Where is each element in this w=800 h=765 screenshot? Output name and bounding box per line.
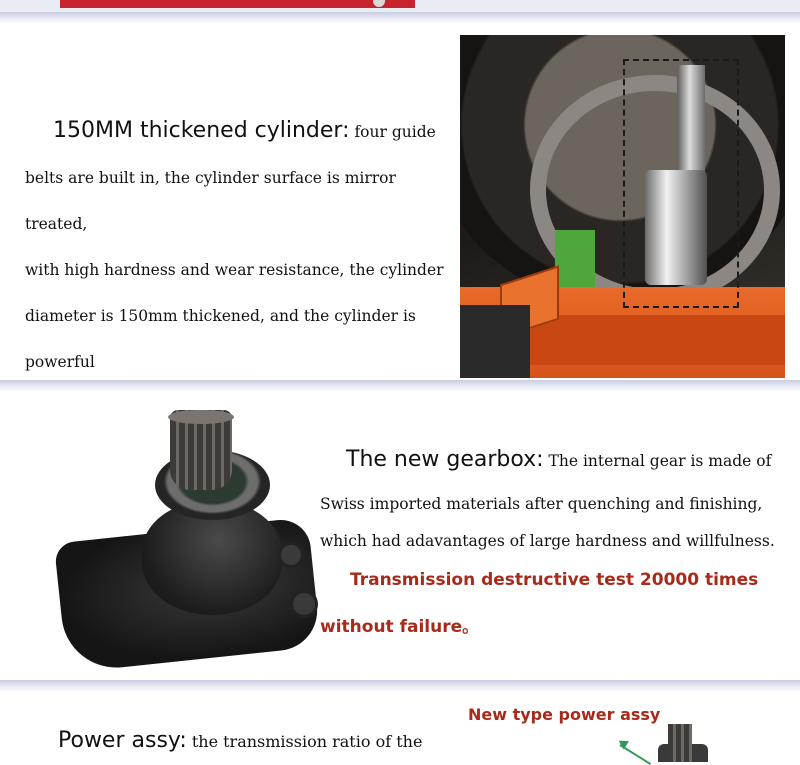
- power-assy-heading: Power assy:: [58, 728, 187, 753]
- gearbox-bolt: [278, 542, 304, 568]
- gearbox-heading: The new gearbox:: [346, 447, 544, 472]
- cylinder-line-2: with high hardness and wear resistance, the cylinder: [25, 261, 444, 279]
- gearbox-text: [320, 437, 790, 652]
- machine-panel: [510, 315, 785, 365]
- machine-controls: [460, 305, 530, 378]
- gearbox-highlight-1: Transmission destructive test 20000 times: [350, 570, 759, 590]
- cylinder-line-1: belts are built in, the cylinder surface is mirror treated,: [25, 169, 396, 233]
- cylinder-text: [25, 108, 455, 385]
- gearbox-bolt: [290, 590, 318, 618]
- cylinder-lead-text: four guide: [349, 123, 436, 141]
- gearbox-lead-text: The internal gear is made of: [543, 452, 772, 470]
- section-divider: [0, 12, 800, 24]
- cylinder-line-4: powerful: [25, 353, 95, 371]
- gearbox-shaft-top: [168, 410, 234, 424]
- gearbox-line-1: Swiss imported materials after quenching and finishing,: [320, 495, 763, 513]
- cylinder-photo: [460, 35, 785, 378]
- photo-knob: [373, 0, 385, 7]
- previous-product-photo-edge: [60, 0, 415, 8]
- section-divider: [0, 680, 800, 692]
- cylinder-line-3: diameter is 150mm thickened, and the cylinder is: [25, 307, 416, 325]
- gearbox-line-2: which had adavantages of large hardness and willfulness.: [320, 532, 775, 550]
- gearbox-highlight-2: without failure。: [320, 617, 480, 637]
- power-assy-shaft: [668, 724, 692, 762]
- background-foliage: [555, 230, 595, 290]
- highlight-dashed-box: [623, 59, 739, 308]
- power-assy-lead-text: the transmission ratio of the: [186, 732, 423, 751]
- power-assy-text: [58, 728, 478, 753]
- power-assy-photo: [620, 722, 710, 762]
- gearbox-photo: [60, 410, 320, 675]
- cylinder-heading: 150MM thickened cylinder:: [53, 118, 350, 143]
- section-divider: [0, 380, 800, 392]
- power-assy-image-label: New type power assy: [468, 705, 661, 724]
- previous-section-strip: [0, 0, 800, 12]
